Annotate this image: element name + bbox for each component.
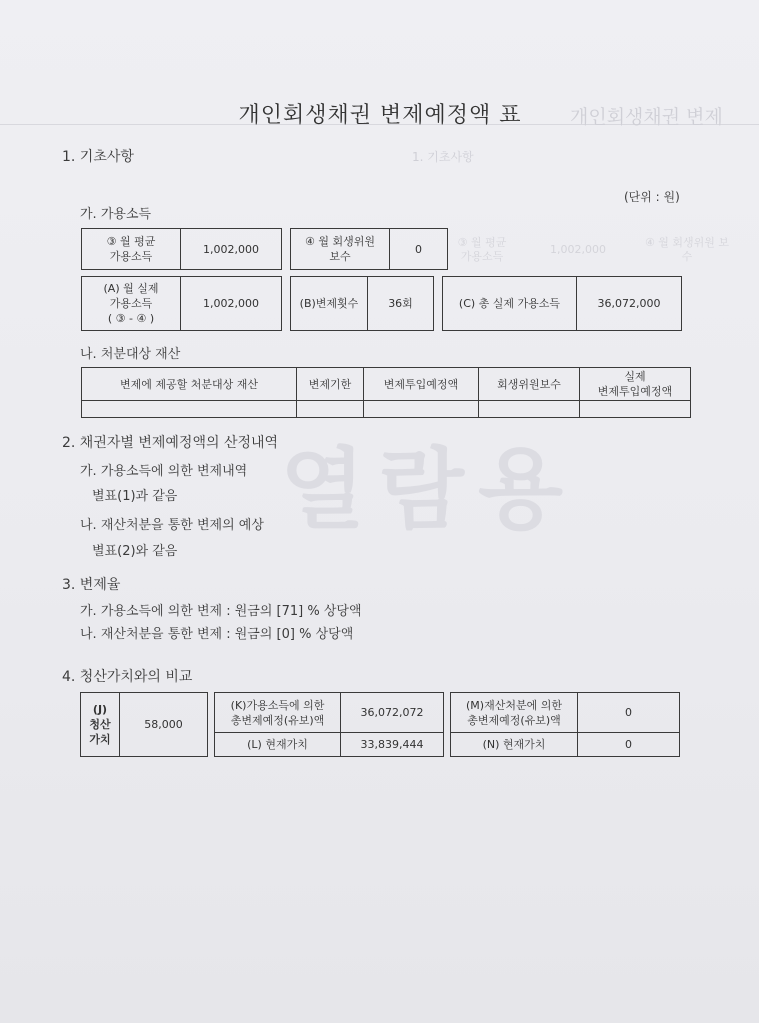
repay-count-value: 36회 (368, 277, 434, 331)
avg-income-value: 1,002,000 (181, 229, 282, 270)
section1-heading: 1. 기초사항 (62, 149, 134, 165)
repay-count-label: (B)변제횟수 (291, 277, 368, 331)
section2-ga-title: 가. 가용소득에 의한 변제내역 (80, 464, 248, 479)
l-label: (L) 현재가치 (215, 733, 341, 757)
m-label-line1: (M)재산처분에 의한 (466, 698, 562, 712)
avg-income-label-line1: ③ 월 평균 (106, 235, 156, 248)
actual-income-box (81, 276, 282, 331)
asset-header-col1: 변제에 제공할 처분대상 재산 (82, 368, 297, 401)
j-label-line3: 가치 (89, 733, 111, 746)
asset-header-col4: 회생위원보수 (479, 368, 580, 401)
bleed-through-title: 개인회생채권 변제 (570, 106, 723, 128)
trustee-fee-box (290, 228, 448, 270)
n-value: 0 (578, 733, 680, 757)
section4-heading: 4. 청산가치와의 비교 (62, 669, 193, 685)
income-repay-box (214, 692, 444, 757)
bleed-through-box2-label: ④ 월 회생위원 보수 (644, 236, 730, 263)
asset-header-col2: 변제기한 (297, 368, 364, 401)
actual-income-value: 1,002,000 (181, 277, 282, 331)
repay-count-box (290, 276, 434, 331)
section3-heading: 3. 변제율 (62, 577, 121, 593)
k-value: 36,072,072 (341, 693, 444, 733)
actual-income-label-line1: (A) 월 실제 (103, 282, 159, 295)
section2-ga-body: 별표(1)과 같음 (92, 489, 178, 504)
total-income-value: 36,072,000 (577, 277, 682, 331)
liquidation-value-box (80, 692, 208, 757)
watermark: 열람용 (280, 438, 578, 541)
n-label: (N) 현재가치 (451, 733, 578, 757)
j-label-line1: (J) (92, 703, 108, 716)
bleed-through-box1-value: 1,002,000 (550, 243, 606, 256)
total-income-box (442, 276, 682, 331)
bleed-through-box1-label: ③ 월 평균 가용소득 (457, 236, 507, 263)
m-label-line2: 총변제예정(유보)액 (467, 713, 561, 727)
trustee-fee-value: 0 (390, 229, 448, 270)
asset-empty-row (82, 401, 691, 418)
actual-income-label-line2: 가용소득 (109, 297, 153, 310)
total-income-label: (C) 총 실제 가용소득 (443, 277, 577, 331)
avg-income-box (81, 228, 282, 270)
m-value: 0 (578, 693, 680, 733)
section3-line2: 나. 재산처분을 통한 변제 : 원금의 [0] % 상당액 (80, 627, 354, 642)
l-value: 33,839,444 (341, 733, 444, 757)
actual-income-label-line3: ( ③ - ④ ) (107, 312, 155, 325)
j-label-line2: 청산 (89, 718, 111, 731)
j-value: 58,000 (120, 693, 208, 757)
trustee-fee-label-line1: ④ 월 회생위원 (305, 235, 375, 248)
section2-heading: 2. 채권자별 변제예정액의 산정내역 (62, 435, 279, 451)
section2-na-body: 별표(2)와 같음 (92, 544, 178, 559)
avg-income-label-line2: 가용소득 (109, 250, 153, 263)
bleed-through-section: 1. 기초사항 (412, 150, 474, 164)
asset-header-col5-line2: 변제투입예정액 (597, 385, 673, 398)
section3-line1: 가. 가용소득에 의한 변제 : 원금의 [71] % 상당액 (80, 604, 362, 619)
document-title: 개인회생채권 변제예정액 표 (238, 103, 522, 128)
asset-header-col5-line1: 실제 (624, 370, 646, 383)
asset-header-col3: 변제투입예정액 (364, 368, 479, 401)
k-label-line2: 총변제예정(유보)액 (230, 713, 325, 727)
income-subheading: 가. 가용소득 (80, 207, 152, 222)
trustee-fee-label-line2: 보수 (329, 250, 351, 263)
asset-subheading: 나. 처분대상 재산 (80, 347, 181, 362)
section2-na-title: 나. 재산처분을 통한 변제의 예상 (80, 518, 264, 533)
k-label-line1: (K)가용소득에 의한 (230, 698, 325, 712)
unit-label: (단위 : 원) (624, 190, 680, 204)
asset-repay-box (450, 692, 680, 757)
asset-table (81, 367, 691, 418)
